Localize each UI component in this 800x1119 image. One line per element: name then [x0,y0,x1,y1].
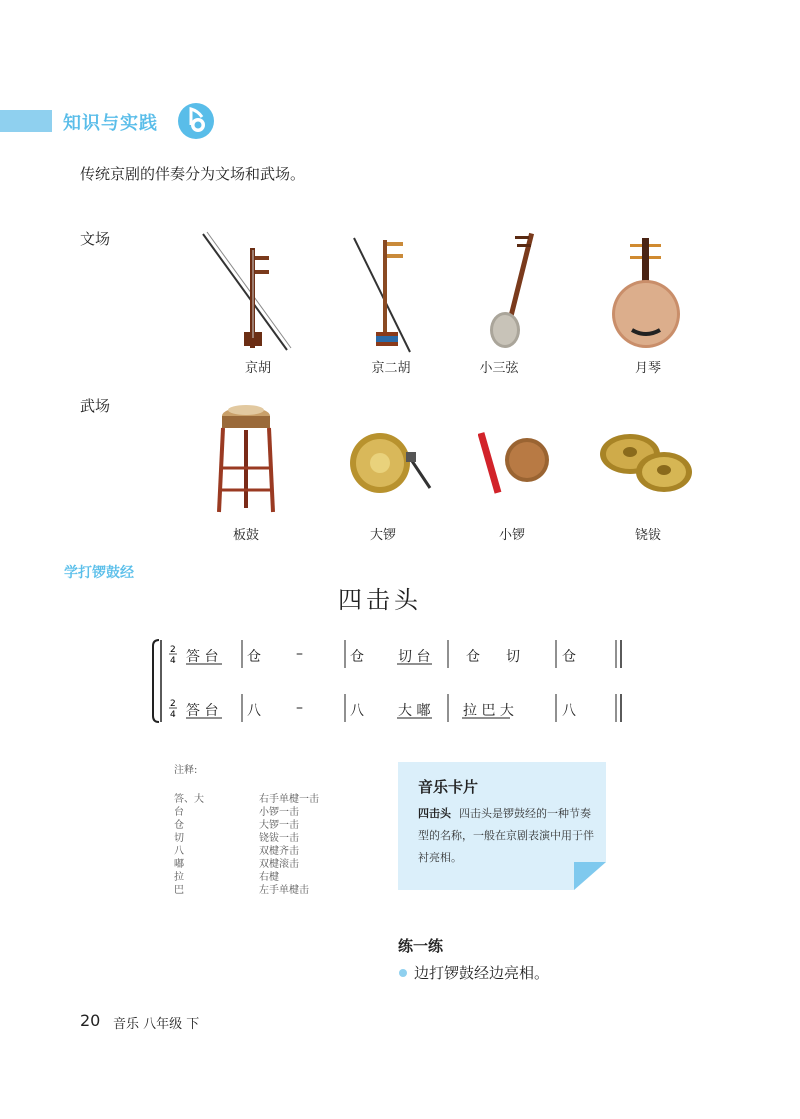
note-term: 仓 [174,820,184,831]
note-term: 八 [174,846,184,857]
score-lines [150,636,630,726]
instrument-label-jingerhu: 京二胡 [371,361,411,376]
note-term: 台 [174,807,184,818]
score-r1-c3: – [296,646,303,662]
score-r2-c5: 大 嘟 [398,703,431,719]
jinghu-image [195,228,305,354]
card-description: 四击头是锣鼓经的一种节奏型的名称，一般在京剧表演中用于伴衬亮相。 [418,807,594,864]
note-term: 拉 [174,872,184,883]
score-r2-c3: – [296,700,303,716]
xiaosanxian-image [485,228,545,354]
svg-text:4: 4 [170,656,176,666]
category-wuchang: 武场 [80,397,111,415]
dage-image [348,428,432,498]
piece-title: 四击头 [338,586,422,614]
svg-text:2: 2 [170,645,176,655]
instrument-label-xiaoluo: 小锣 [498,528,525,543]
note-desc: 右楗 [259,872,279,883]
note-desc: 大锣一击 [259,820,299,831]
card-body [418,803,598,869]
score-r2-c2: 八 [247,703,261,719]
naobo-image [598,428,694,498]
instrument-label-naobo: 铙钹 [634,528,661,543]
note-row [174,806,374,819]
note-term: 答、大 [174,794,204,805]
instrument-label-xiaosanxian: 小三弦 [479,361,519,376]
note-desc: 双楗齐击 [259,846,299,857]
score-r1-c1: 答 台 [186,649,219,665]
score-r1-c8: 仓 [562,649,576,665]
intro-text: 传统京剧的伴奏分为文场和武场。 [80,165,306,183]
notes-list [174,793,374,897]
note-row [174,845,374,858]
bangu-image [213,398,279,516]
note-row [174,819,374,832]
score-r2-c4: 八 [350,703,364,719]
svg-text:4: 4 [170,710,176,720]
percussion-score [150,636,630,726]
score-r1-c7: 切 [506,649,520,665]
music-note-icon [176,101,216,141]
practice-title: 练一练 [398,937,444,955]
note-desc: 铙钹一击 [259,833,299,844]
notes-heading: 注释: [174,765,198,776]
note-term: 巴 [174,885,184,896]
note-row [174,832,374,845]
score-r1-c4: 仓 [350,649,364,665]
note-term: 切 [174,833,184,844]
score-r2-c1: 答 台 [186,703,219,719]
score-r2-c6: 拉 巴 大 [463,703,514,719]
note-term: 嘟 [174,859,184,870]
page-number: 20 [80,1011,101,1030]
subsection-heading: 学打锣鼓经 [64,565,134,581]
note-desc: 小锣一击 [259,807,299,818]
section-title: 知识与实践 [63,113,158,134]
note-desc: 右手单楗一击 [259,794,319,805]
category-wenchang: 文场 [80,230,111,248]
note-desc: 左手单楗击 [259,885,309,896]
instrument-label-bangu: 板鼓 [232,528,259,543]
practice-item: 边打锣鼓经边亮相。 [414,964,550,982]
note-row [174,871,374,884]
instrument-label-dage: 大锣 [369,528,396,543]
note-row [174,793,374,806]
bullet-icon [399,969,407,977]
yueqin-image [608,234,684,356]
jingerhu-image [350,232,420,356]
book-title: 音乐 八年级 下 [113,1017,200,1032]
note-row [174,858,374,871]
instrument-label-yueqin: 月琴 [634,361,661,376]
section-banner-bar [0,110,52,132]
score-r1-c5: 切 台 [398,649,431,665]
instrument-label-jinghu: 京胡 [244,361,271,376]
score-r1-c2: 仓 [247,649,261,665]
score-r1-c6: 仓 [466,649,480,665]
svg-text:2: 2 [170,699,176,709]
card-title: 音乐卡片 [418,778,479,796]
card-term: 四击头 [418,807,451,820]
note-row [174,884,374,897]
note-desc: 双楗滚击 [259,859,299,870]
score-r2-c7: 八 [562,703,576,719]
xiaoluo-image [478,428,554,498]
